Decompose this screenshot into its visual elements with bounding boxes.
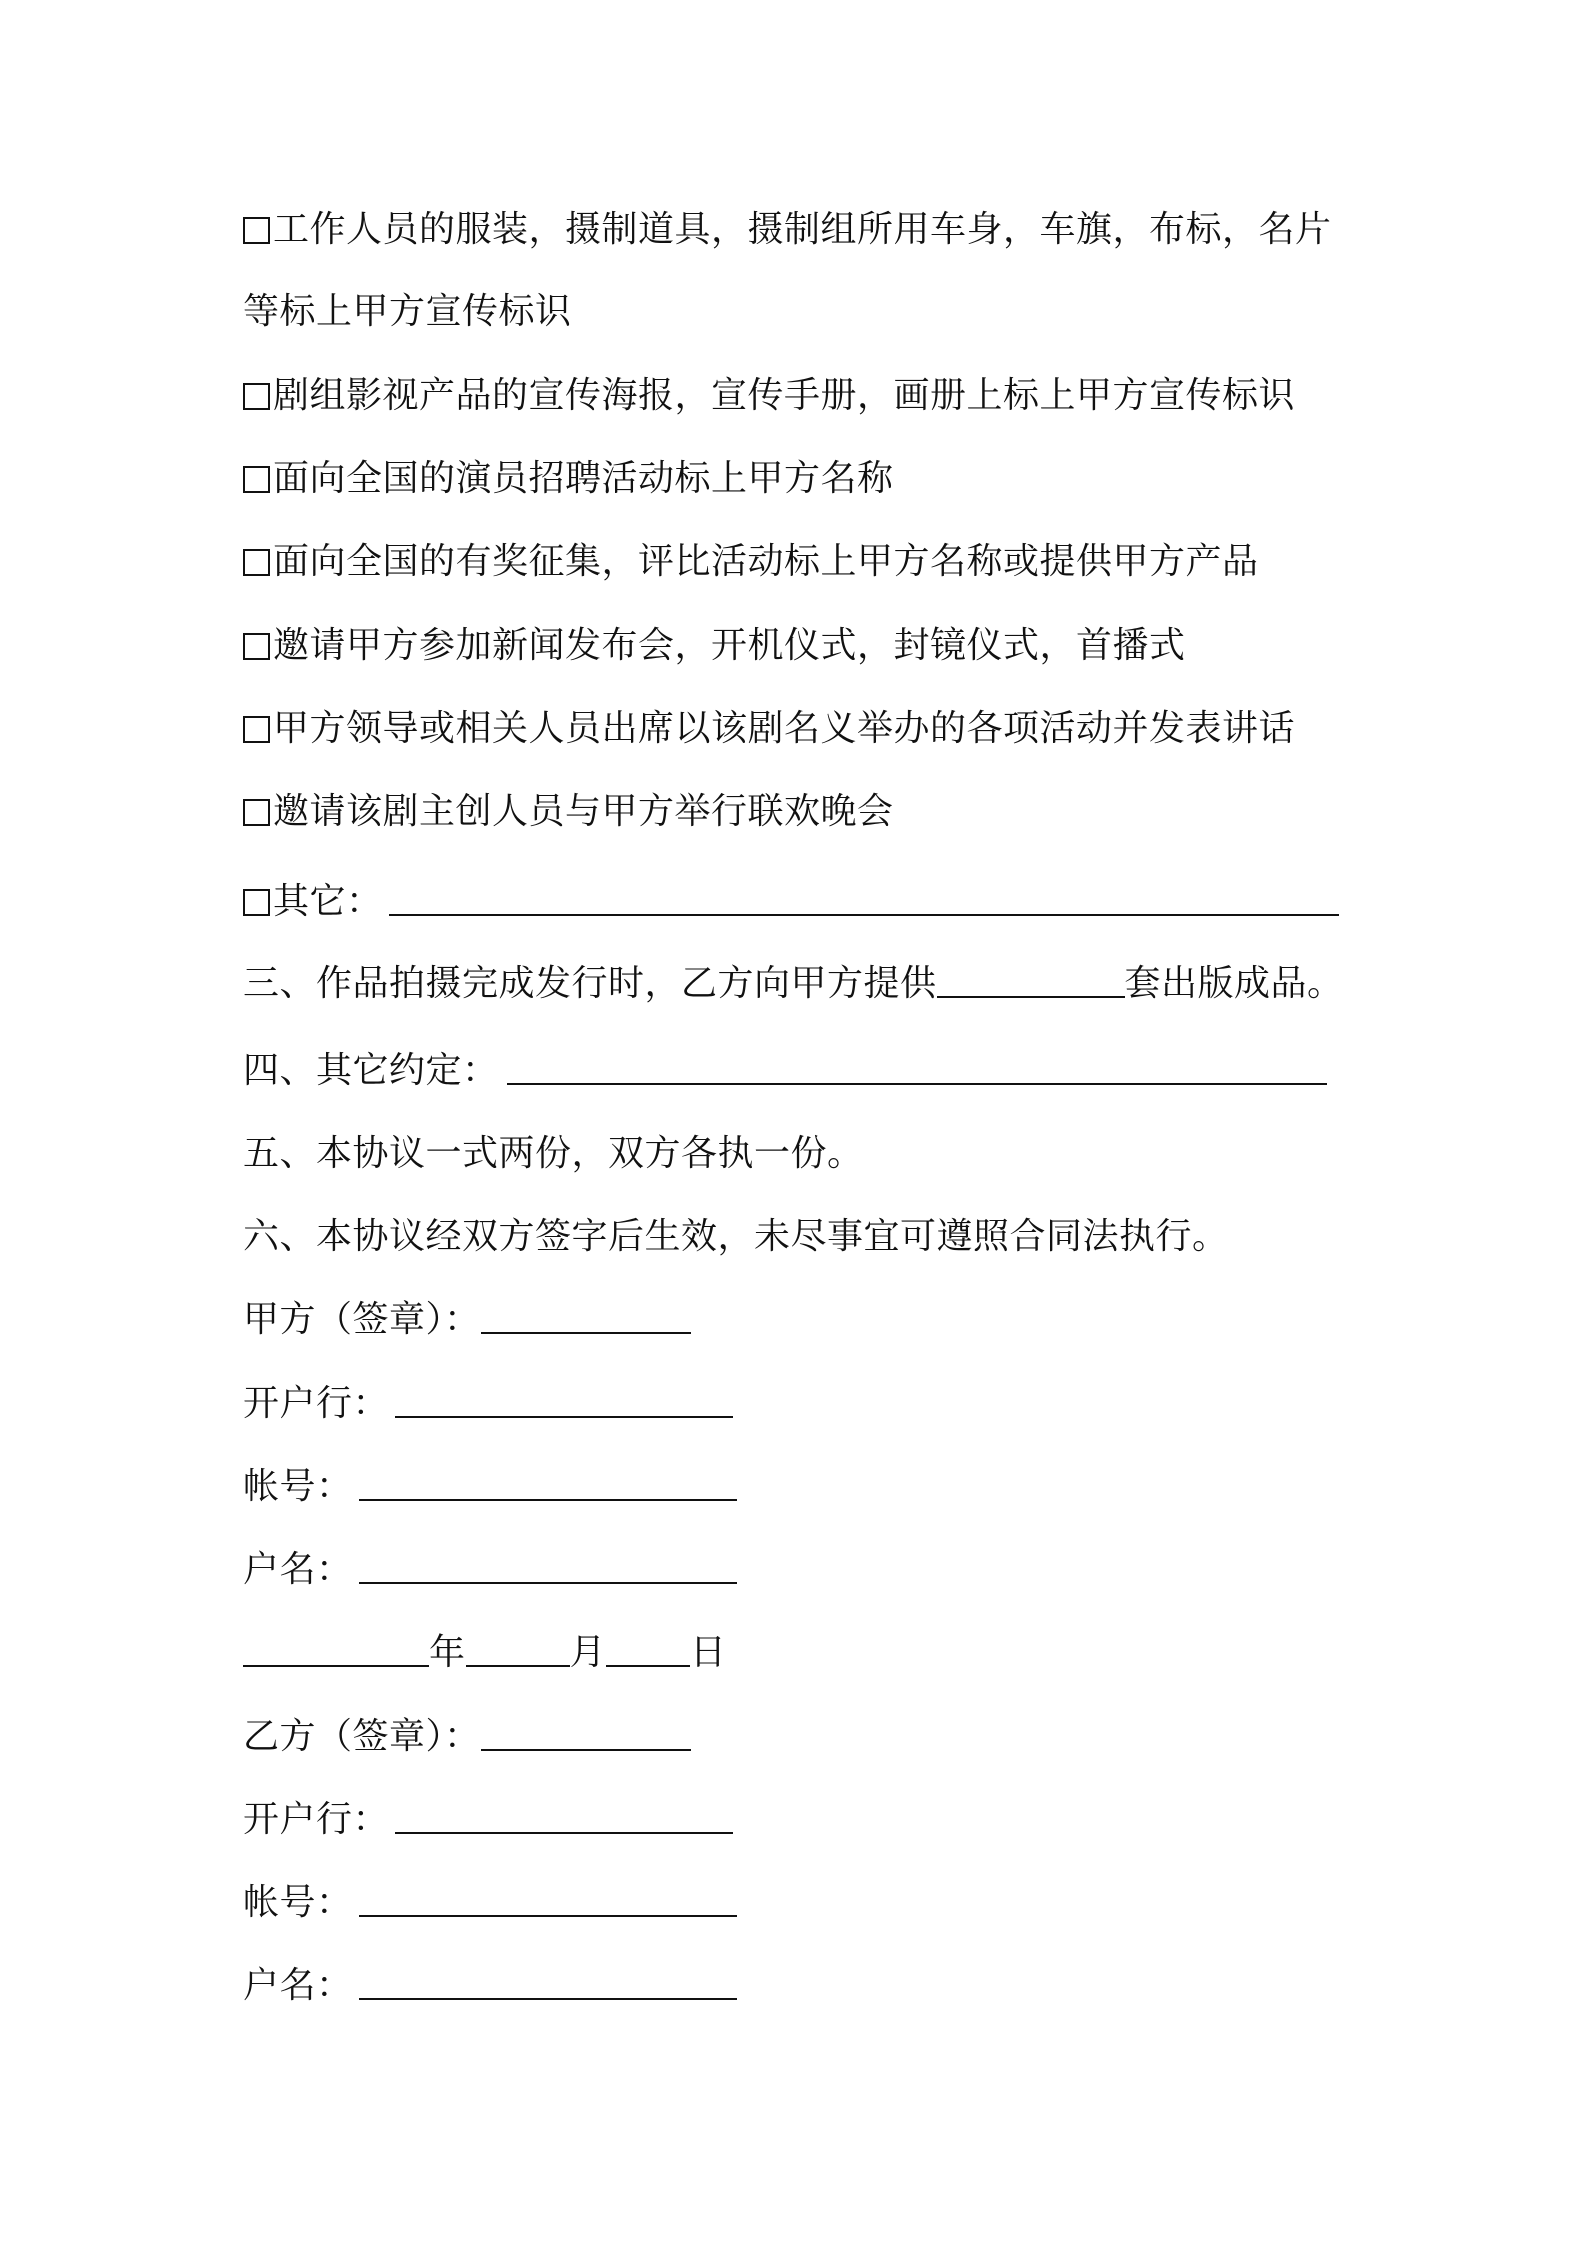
- party-a-sign-blank[interactable]: [481, 1300, 691, 1334]
- day-blank[interactable]: [606, 1633, 690, 1667]
- clause-3-suffix: 套出版成品。: [1124, 963, 1344, 1004]
- party-b-account-blank[interactable]: [359, 1883, 737, 1917]
- clause-6: [243, 1213, 1229, 1261]
- checkbox[interactable]: [243, 799, 270, 826]
- checklist-item-text: 面向全国的演员招聘活动标上甲方名称: [273, 458, 894, 499]
- party-b-name: [243, 1962, 737, 2010]
- quantity-blank[interactable]: [937, 964, 1125, 998]
- party-a-account-blank[interactable]: [359, 1467, 737, 1501]
- checkbox[interactable]: [243, 549, 270, 576]
- other-blank[interactable]: [389, 882, 1339, 916]
- checkbox[interactable]: [243, 716, 270, 743]
- year-label: 年: [429, 1632, 466, 1673]
- month-blank[interactable]: [466, 1633, 570, 1667]
- checkbox[interactable]: [243, 466, 270, 493]
- checklist-item-2: [243, 372, 1295, 420]
- checklist-item-text: 剧组影视产品的宣传海报，宣传手册，画册上标上甲方宣传标识: [273, 375, 1296, 416]
- party-a-account-label: 帐号：: [243, 1466, 353, 1507]
- year-blank[interactable]: [243, 1633, 429, 1667]
- checklist-item-text: 等标上甲方宣传标识: [243, 291, 572, 332]
- checklist-item-6: [243, 705, 1295, 753]
- checkbox[interactable]: [243, 217, 270, 244]
- other-agreement-blank[interactable]: [507, 1051, 1327, 1085]
- party-b-sign-label: 乙方（签章）：: [243, 1716, 481, 1757]
- party-b-account: [243, 1879, 737, 1927]
- party-a-sign: [243, 1296, 691, 1344]
- party-b-bank: [243, 1796, 733, 1844]
- checklist-item-4: [243, 538, 1259, 586]
- party-b-name-blank[interactable]: [359, 1966, 737, 2000]
- checklist-item-text: 工作人员的服装，摄制道具，摄制组所用车身，车旗，布标，名片: [273, 209, 1332, 250]
- party-a-bank: [243, 1380, 733, 1428]
- month-label: 月: [569, 1632, 607, 1673]
- checklist-item-text: 甲方领导或相关人员出席以该剧名义举办的各项活动并发表讲话: [273, 708, 1296, 749]
- clause-4-label: 四、其它约定：: [243, 1050, 499, 1091]
- day-label: 日: [690, 1632, 727, 1673]
- party-b-sign-blank[interactable]: [481, 1717, 691, 1751]
- party-a-name: [243, 1546, 737, 1594]
- clause-5-text: 五、本协议一式两份，双方各执一份。: [243, 1133, 864, 1174]
- checklist-item-text: 邀请该剧主创人员与甲方举行联欢晚会: [273, 791, 894, 832]
- checklist-item-text: 面向全国的有奖征集，评比活动标上甲方名称或提供甲方产品: [273, 541, 1259, 582]
- party-a-bank-blank[interactable]: [395, 1384, 733, 1418]
- party-b-account-label: 帐号：: [243, 1882, 353, 1923]
- checklist-item-3: [243, 455, 894, 503]
- checklist-item-text: 邀请甲方参加新闻发布会，开机仪式，封镜仪式，首播式: [273, 625, 1186, 666]
- party-b-sign: [243, 1713, 691, 1761]
- party-a-bank-label: 开户行：: [243, 1383, 390, 1424]
- party-a-sign-label: 甲方（签章）：: [243, 1299, 481, 1340]
- date-line: [243, 1629, 727, 1677]
- clause-6-text: 六、本协议经双方签字后生效，未尽事宜可遵照合同法执行。: [243, 1216, 1229, 1257]
- checklist-item-5: [243, 622, 1186, 670]
- checklist-item-7: [243, 788, 894, 836]
- checklist-item-1-continued: [243, 288, 572, 336]
- checklist-item-8: [243, 878, 1339, 926]
- clause-3-text: 三、作品拍摄完成发行时，乙方向甲方提供: [243, 963, 937, 1004]
- clause-3: [243, 960, 1344, 1008]
- party-b-name-label: 户名：: [243, 1965, 353, 2006]
- checkbox[interactable]: [243, 889, 270, 916]
- party-a-name-label: 户名：: [243, 1549, 353, 1590]
- clause-5: [243, 1130, 864, 1178]
- party-b-bank-label: 开户行：: [243, 1799, 390, 1840]
- clause-4: [243, 1047, 1327, 1095]
- checkbox[interactable]: [243, 383, 270, 410]
- checkbox[interactable]: [243, 633, 270, 660]
- checklist-item-text: 其它：: [273, 881, 383, 922]
- party-b-bank-blank[interactable]: [395, 1800, 733, 1834]
- checklist-item-1: [243, 206, 1332, 254]
- party-a-account: [243, 1463, 737, 1511]
- party-a-name-blank[interactable]: [359, 1550, 737, 1584]
